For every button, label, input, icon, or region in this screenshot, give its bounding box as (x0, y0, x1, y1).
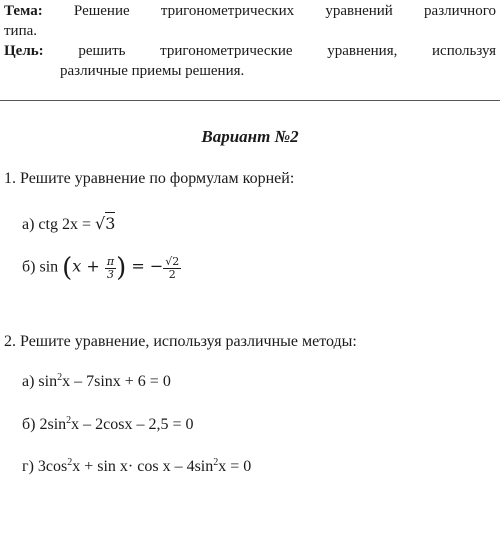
task-1a-label: а) ctg 2x = (22, 216, 95, 233)
topic-line-1 (4, 2, 496, 21)
task-2c-part2: x + sin x· cos x – 4sin (72, 458, 214, 475)
task-1b-eq: = − (126, 256, 164, 276)
task-2a-part1: а) sin (22, 373, 58, 390)
goal-line-1 (4, 42, 496, 61)
task-2a (22, 373, 171, 391)
task-1b-plus: + (81, 256, 105, 276)
topic-text-2: типа. (4, 23, 38, 39)
left-paren: ( (62, 253, 73, 283)
frac-denominator: 3 (107, 267, 115, 281)
task-2b (22, 416, 194, 434)
right-paren: ) (116, 253, 127, 283)
task-2b-part1: б) 2sin (22, 416, 67, 433)
task-2a-part2: x – 7sinx + 6 = 0 (62, 373, 171, 390)
topic-line-2 (4, 22, 496, 41)
task-1-text: 1. Решите уравнение по формулам корней: (4, 170, 295, 187)
task-1b (22, 253, 181, 283)
sqrt-sign: √ (95, 214, 106, 233)
task-2c-exp1: 2 (67, 457, 73, 468)
task-1a (22, 214, 115, 234)
task-1b-label: б) sin (22, 258, 59, 276)
rhs-numerator: √2 (165, 254, 180, 268)
topic-text-1: Решение тригонометрических уравнений различного (73, 3, 496, 19)
rhs-denominator: 2 (168, 267, 176, 281)
pi-over-3-fraction (105, 256, 116, 281)
task-2-text: 2. Решите уравнение, используя различные методы: (4, 333, 357, 350)
task-2a-exp: 2 (57, 372, 63, 383)
task-2c-exp2: 2 (213, 457, 219, 468)
section-divider (0, 100, 500, 101)
goal-text-1: решить тригонометрические уравнения, используя (78, 43, 496, 59)
task-2b-part2: x – 2cosx – 2,5 = 0 (71, 416, 194, 433)
goal-label: Цель: (4, 43, 44, 59)
task-1b-var: x (72, 256, 82, 276)
sqrt2-over-2-fraction (163, 256, 181, 281)
topic-label: Тема: (4, 3, 43, 19)
goal-text-2: различные приемы решения. (60, 63, 245, 79)
goal-line-2 (60, 62, 496, 81)
task-2b-exp: 2 (66, 415, 72, 426)
task-2c-part1: г) 3cos (22, 458, 68, 475)
variant-title: Вариант №2 (201, 127, 299, 146)
task-2c (22, 458, 251, 476)
sqrt-radicand: 3 (105, 214, 116, 233)
task-2c-part3: x = 0 (218, 458, 252, 475)
frac-numerator: π (106, 254, 115, 268)
